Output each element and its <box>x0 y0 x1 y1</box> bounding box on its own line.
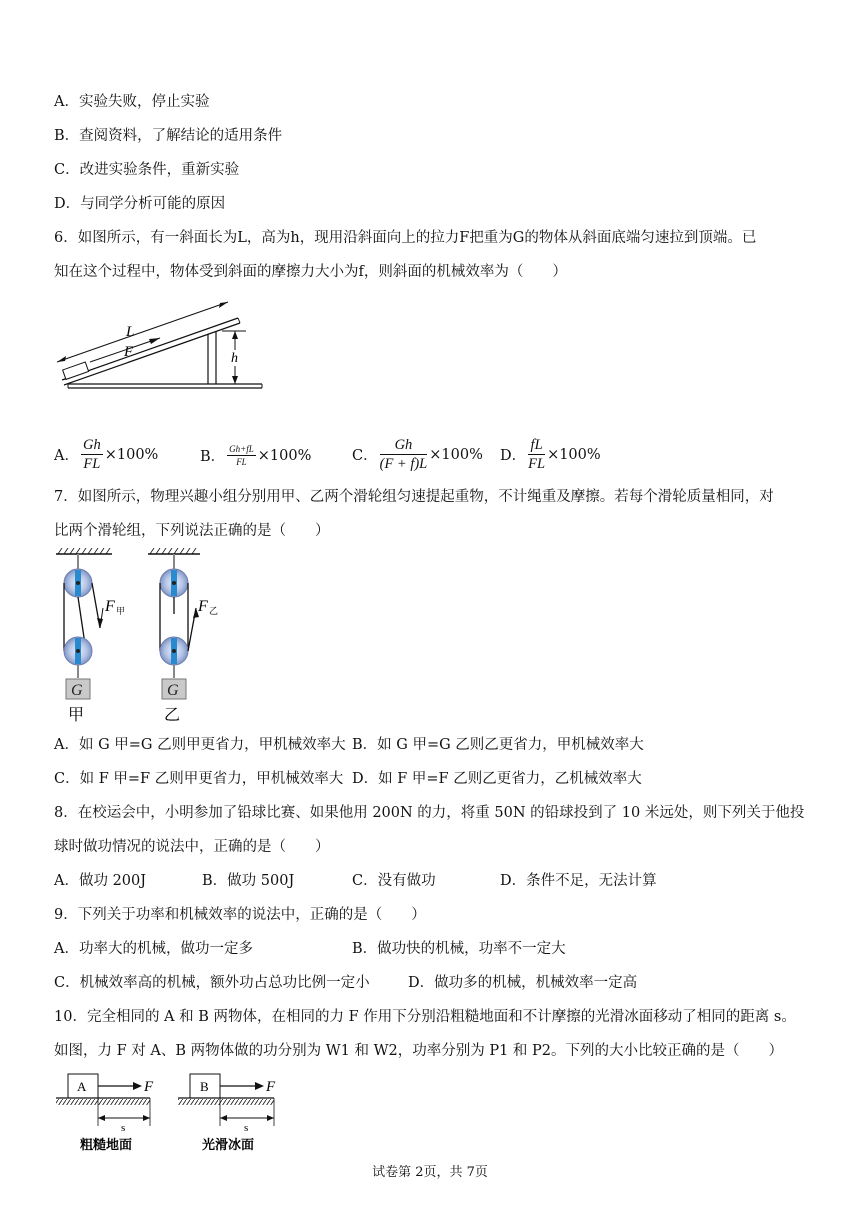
rough-ground-caption: 粗糙地面 <box>80 1137 133 1152</box>
q7-option-b: B．如 G 甲=G 乙则乙更省力，甲机械效率大 <box>352 737 644 753</box>
q6-option-b: B． $\frac{Gh+fL}{FL}$ ×100% <box>200 444 312 467</box>
q6-option-a: A． $\frac{Gh}{FL}$ ×100% <box>54 437 159 472</box>
q8-option-a: A．做功 200J <box>54 873 147 889</box>
pulley-sub-jia: 甲 <box>116 606 126 616</box>
q6-stem-line2: 知在这个过程中，物体受到斜面的摩擦力大小为f，则斜面的机械效率为（ ） <box>54 264 567 280</box>
q9-option-d: D．做功多的机械，机械效率一定高 <box>408 975 638 991</box>
q5-option-b: B．查阅资料，了解结论的适用条件 <box>54 128 283 144</box>
q9-option-b: B．做功快的机械，功率不一定大 <box>352 941 566 957</box>
force-a-label: F <box>144 1079 154 1095</box>
q10-stem-line2: 如图，力 F 对 A、B 两物体做的功分别为 W1 和 W2，功率分别为 P1 和 P2。下列的大小比较正确的是（ ） <box>54 1043 783 1059</box>
block-a-label: A <box>77 1079 87 1094</box>
incline-label-l: L <box>126 324 135 340</box>
pulley-figure <box>50 548 230 724</box>
pulley-label-f-jia: F <box>105 598 115 615</box>
q5-option-c: C．改进实验条件，重新实验 <box>54 162 240 178</box>
pulley-label-f-yi: F <box>198 598 208 615</box>
q9-option-c: C．机械效率高的机械，额外功占总功比例一定小 <box>54 975 370 991</box>
distance-a-label: s <box>121 1122 126 1134</box>
q10-stem-line1: 10．完全相同的 A 和 B 两物体，在相同的力 F 作用下分别沿粗糙地面和不计摩擦的光滑冰面移动了相同的距离 s。 <box>54 1009 796 1025</box>
q5-option-d: D．与同学分析可能的原因 <box>54 196 226 212</box>
incline-figure <box>50 300 270 395</box>
q7-stem-line1: 7．如图所示，物理兴趣小组分别用甲、乙两个滑轮组匀速提起重物，不计绳重及摩擦。若每个滑轮质量相同，对 <box>54 489 774 505</box>
q5-option-a: A．实验失败，停止实验 <box>54 94 210 110</box>
force-b-label: F <box>266 1079 276 1095</box>
friction-figure <box>50 1070 290 1156</box>
q6-stem-line1: 6．如图所示，有一斜面长为L，高为h，现用沿斜面向上的拉力F把重为G的物体从斜面底端匀速拉到顶端。已 <box>54 230 757 246</box>
distance-b-label: s <box>244 1122 249 1134</box>
pulley-load-jia: G <box>71 682 83 699</box>
q7-option-a: A．如 G 甲=G 乙则甲更省力，甲机械效率大 <box>54 737 346 753</box>
q7-option-c: C．如 F 甲=F 乙则甲更省力，甲机械效率大 <box>54 771 344 787</box>
pulley-caption-yi: 乙 <box>164 707 181 724</box>
q8-option-c: C．没有做功 <box>352 873 436 889</box>
q7-stem-line2: 比两个滑轮组，下列说法正确的是（ ） <box>54 523 330 539</box>
q8-option-d: D．条件不足，无法计算 <box>500 873 657 889</box>
q8-stem-line1: 8．在校运会中，小明参加了铅球比赛、如果他用 200N 的力，将重 50N 的铅球投到了 10 米远处，则下列关于他投 <box>54 805 805 821</box>
pulley-caption-jia: 甲 <box>68 707 85 724</box>
q6-option-d: D． $\frac{fL}{FL}$ ×100% <box>500 437 601 472</box>
ice-surface-caption: 光滑冰面 <box>202 1137 255 1152</box>
pulley-sub-yi: 乙 <box>209 606 219 616</box>
q7-option-d: D．如 F 甲=F 乙则乙更省力，乙机械效率大 <box>352 771 642 787</box>
block-b-label: B <box>200 1079 209 1094</box>
q9-option-a: A．功率大的机械，做功一定多 <box>54 941 253 957</box>
page-footer: 试卷第 2页，共 7页 <box>372 1165 488 1180</box>
q6-option-c: C． $\frac{Gh}{(F + f)L}$ ×100% <box>352 437 483 472</box>
incline-label-f: F <box>124 344 134 360</box>
incline-label-h: h <box>231 351 238 366</box>
pulley-load-yi: G <box>167 682 179 699</box>
q8-option-b: B．做功 500J <box>202 873 295 889</box>
q8-stem-line2: 球时做功情况的说法中，正确的是（ ） <box>54 839 330 855</box>
q9-stem: 9．下列关于功率和机械效率的说法中，正确的是（ ） <box>54 907 426 923</box>
